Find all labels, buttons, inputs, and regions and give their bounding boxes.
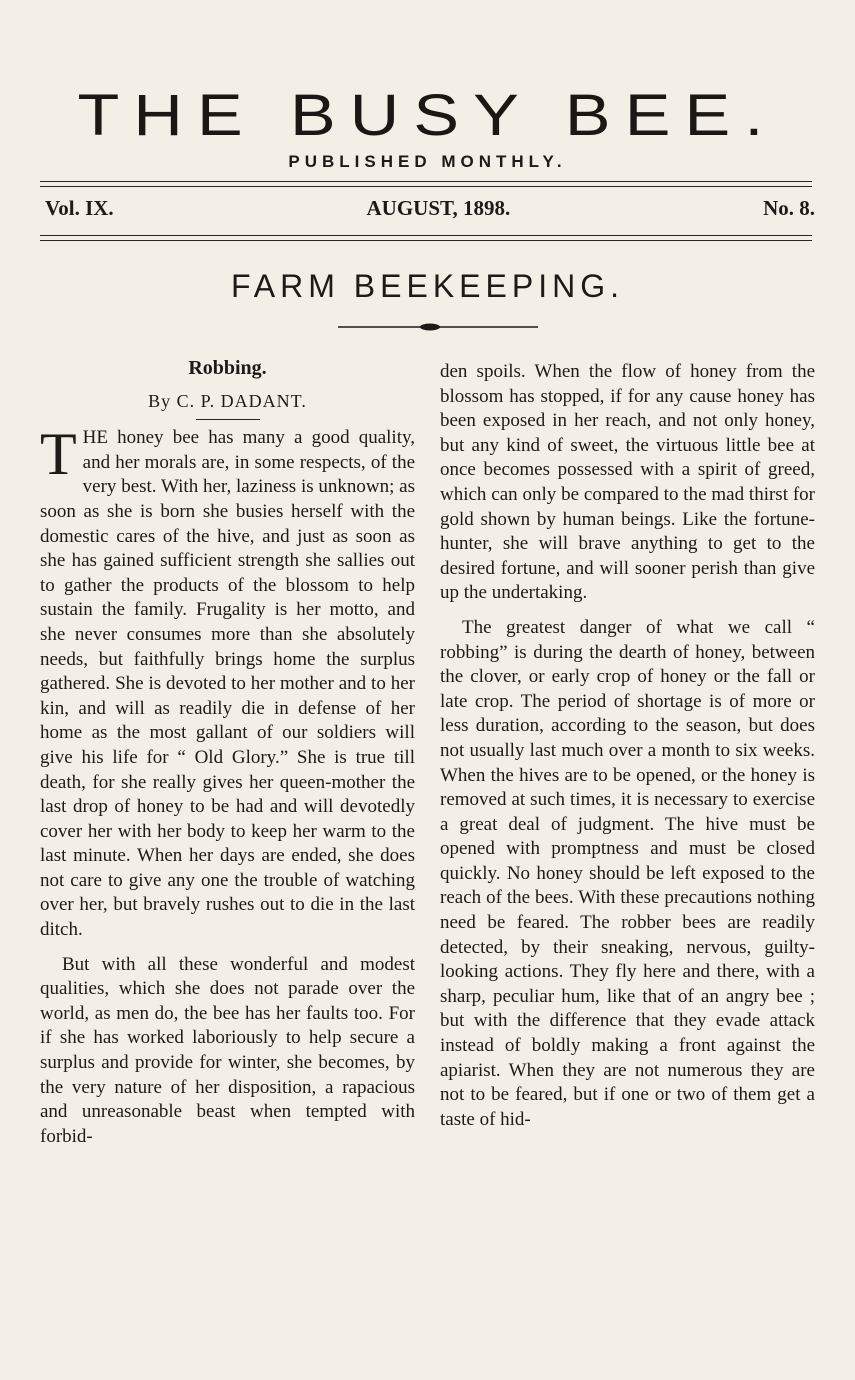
header-rule-top-inner bbox=[40, 186, 812, 187]
masthead-subtitle: PUBLISHED MONTHLY. bbox=[288, 152, 567, 171]
article-title: Robbing. bbox=[188, 357, 267, 379]
masthead-title: THE BUSY BEE. bbox=[77, 83, 778, 148]
byline-rule bbox=[196, 419, 260, 420]
ornament-divider bbox=[338, 320, 538, 334]
header-rule-bottom bbox=[40, 235, 812, 236]
paragraph-3: den spoils. When the flow of honey from the blossom has stopped, if for any cause honey has been exposed in her reach, and not only honey, but any kind of sweet, the virtuous little bee at once becomes possessed with a spirit of greed, which can only be compared to the mad thirst for gold shown by human beings. Like the fortune-hunter, she will brave anything to get to the desired fortune, and will sooner perish than give up the undertaking. bbox=[440, 361, 815, 604]
paragraph-2: But with all these wonderful and modest qualities, which she does not parade over the world, as men do, the bee has her faults too. For if she has worked laboriously to help secure a surplus and provide for winter, she becomes, by the very nature of her disposition, a rapacious and unreasonable beast when tempted with forbid- bbox=[40, 953, 415, 1147]
issue-info bbox=[45, 196, 815, 221]
section-title: FARM BEEKEEPING. bbox=[231, 268, 624, 304]
paragraph-1-text: HE honey bee has many a good quality, and her morals are, in some respects, of the very best. With her, laziness is unknown; as soon as she is born she busies herself with the domestic cares of the hive, and just as soon as she has gained sufficient strength she sallies out to gather the products of the blossom to help sustain the family. Frugality is her motto, and she never consumes more than she absolutely needs, but faithfully brings home the surplus gathered. She is devoted to her mother and to her kin, and will as readily die in defense of her home as the most gallant of our soldiers will give his life for “ Old Glory.” She is true till death, for she really gives her queen-mother the last drop of honey to be had and will devotedly cover her with her body to keep her warm to the last minute. When her days are ended, she does not care to give any one the trouble of watching over her, but bravely rushes out to die in the last ditch. bbox=[40, 427, 415, 941]
article-byline: By C. P. DADANT. bbox=[148, 390, 307, 411]
paragraph-4: The greatest danger of what we call “ robbing” is during the dearth of honey, between the clover, or early crop of honey or the fall or late crop. The period of shortage is of more or less duration, according to the season, but does not usually last much over a month to six weeks. When the hives are to be opened, or the honey is removed at such times, it is necessary to exercise a great deal of judgment. The hive must be opened with promptness and must be closed quickly. No honey should be left exposed to the reach of the bees. With these precautions nothing need be feared. The robber bees are readily detected, by their sneaking, nervous, guilty-looking actions. They fly here and there, with a sharp, peculiar hum, like that of an angry bee ; but with the difference that they evade attack instead of boldly making a front against the apiarist. When they are not numerous they are not to be feared, but if one or two of them get a taste of hid- bbox=[440, 616, 815, 1130]
issue-number: No. 8. bbox=[763, 196, 815, 220]
issue-date: AUGUST, 1898. bbox=[366, 196, 511, 220]
header-rule-top bbox=[40, 181, 812, 182]
paragraph-1 bbox=[40, 421, 415, 942]
drop-cap: T bbox=[40, 421, 77, 488]
volume-label: Vol. IX. bbox=[45, 196, 114, 220]
column-left bbox=[40, 352, 415, 1149]
column-right bbox=[440, 360, 815, 1132]
header-rule-bottom-inner bbox=[40, 240, 812, 241]
